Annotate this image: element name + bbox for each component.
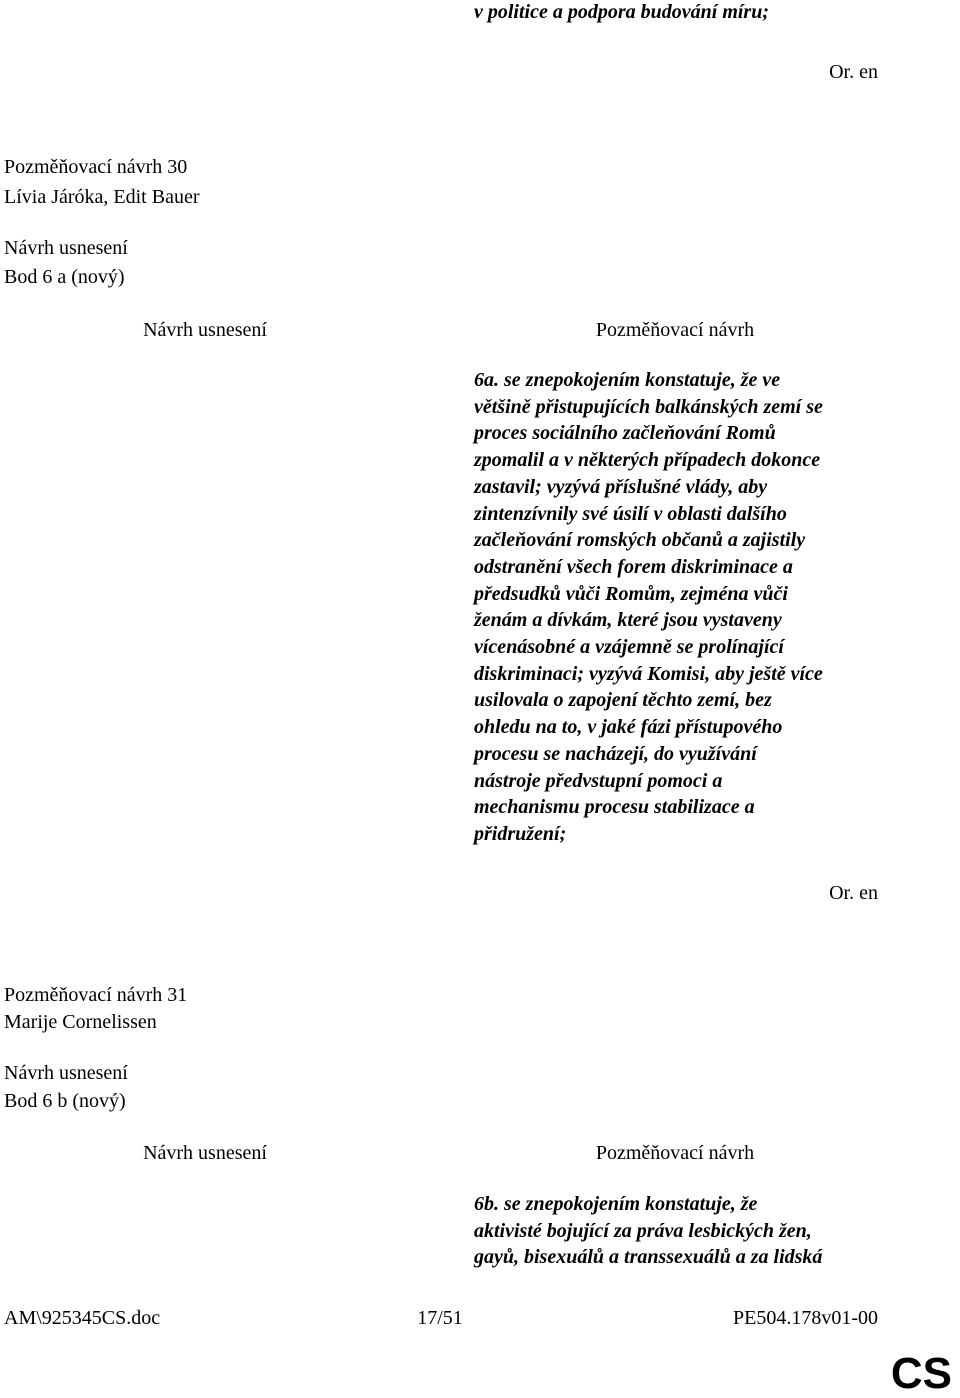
column-header-right: Pozměňovací návrh: [595, 1142, 755, 1164]
amendment-authors: Lívia Járóka, Edit Bauer: [4, 186, 200, 208]
amendment-text: [474, 367, 823, 848]
amendment-text-line: proces sociálního začleňování Romů: [474, 422, 776, 445]
amendment-text-line: mechanismu procesu stabilizace a: [474, 796, 755, 819]
column-header-right: Pozměňovací návrh: [595, 319, 755, 341]
amendment-point: Bod 6 a (nový): [4, 266, 125, 288]
amendment-title: Pozměňovací návrh 31: [4, 984, 188, 1006]
language-code: CS: [890, 1349, 952, 1398]
amendment-title: Pozměňovací návrh 30: [4, 156, 188, 178]
amendment-text-line: zintenzívnily své úsilí v oblasti dalšího: [474, 502, 787, 525]
footer-pe-ref: PE504.178v01-00: [733, 1307, 878, 1329]
amendment-text-line: gayů, bisexuálů a transsexuálů a za lidská: [474, 1246, 823, 1269]
footer-doc-ref: AM\925345CS.doc: [4, 1307, 161, 1329]
amendment-text-line: usilovala o zapojení těchto zemí, bez: [474, 689, 772, 712]
amendment-text-line: 6b. se znepokojením konstatuje, že: [474, 1193, 758, 1215]
column-header-left: Návrh usnesení: [143, 1142, 267, 1164]
amendment-text-line: přidružení;: [474, 822, 567, 845]
document-type: Návrh usnesení: [4, 237, 128, 259]
amendment-text-line: nástroje předvstupní pomoci a: [474, 769, 723, 792]
amendment-text-line: vícenásobné a vzájemně se prolínající: [474, 636, 784, 659]
original-language: Or. en: [829, 61, 878, 83]
amendment-text-line: odstranění všech forem diskriminace a: [474, 555, 793, 578]
amendment-text-line: zastavil; vyzývá příslušné vlády, aby: [474, 475, 768, 498]
document-type: Návrh usnesení: [4, 1062, 128, 1084]
amendment-point: Bod 6 b (nový): [4, 1090, 126, 1112]
amendment-text-line: 6a. se znepokojením konstatuje, že ve: [474, 369, 781, 391]
amendment-text-line: ženám a dívkám, které jsou vystaveny: [474, 609, 782, 632]
amendment-authors: Marije Cornelissen: [4, 1011, 157, 1033]
original-language: Or. en: [829, 882, 878, 904]
continuation-text: v politice a podpora budování míru;: [474, 1, 769, 23]
amendment-text-line: procesu se nacházejí, do využívání: [474, 742, 757, 765]
amendment-text-line: začleňování romských občanů a zajistily: [474, 529, 806, 552]
amendment-text-line: diskriminaci; vyzývá Komisi, aby ještě více: [474, 662, 823, 685]
amendment-text-line: ohledu na to, v jaké fázi přístupového: [474, 716, 783, 739]
amendment-text: [474, 1191, 822, 1271]
amendment-text-line: aktivisté bojující za práva lesbických žen,: [474, 1219, 812, 1242]
amendment-text-line: předsudků vůči Romům, zejména vůči: [474, 582, 788, 605]
amendment-text-line: zpomalil a v některých případech dokonce: [474, 449, 821, 472]
column-header-left: Návrh usnesení: [143, 319, 267, 341]
amendment-text-line: většině přistupujících balkánských zemí se: [474, 395, 823, 418]
footer-page-number: 17/51: [417, 1307, 463, 1329]
